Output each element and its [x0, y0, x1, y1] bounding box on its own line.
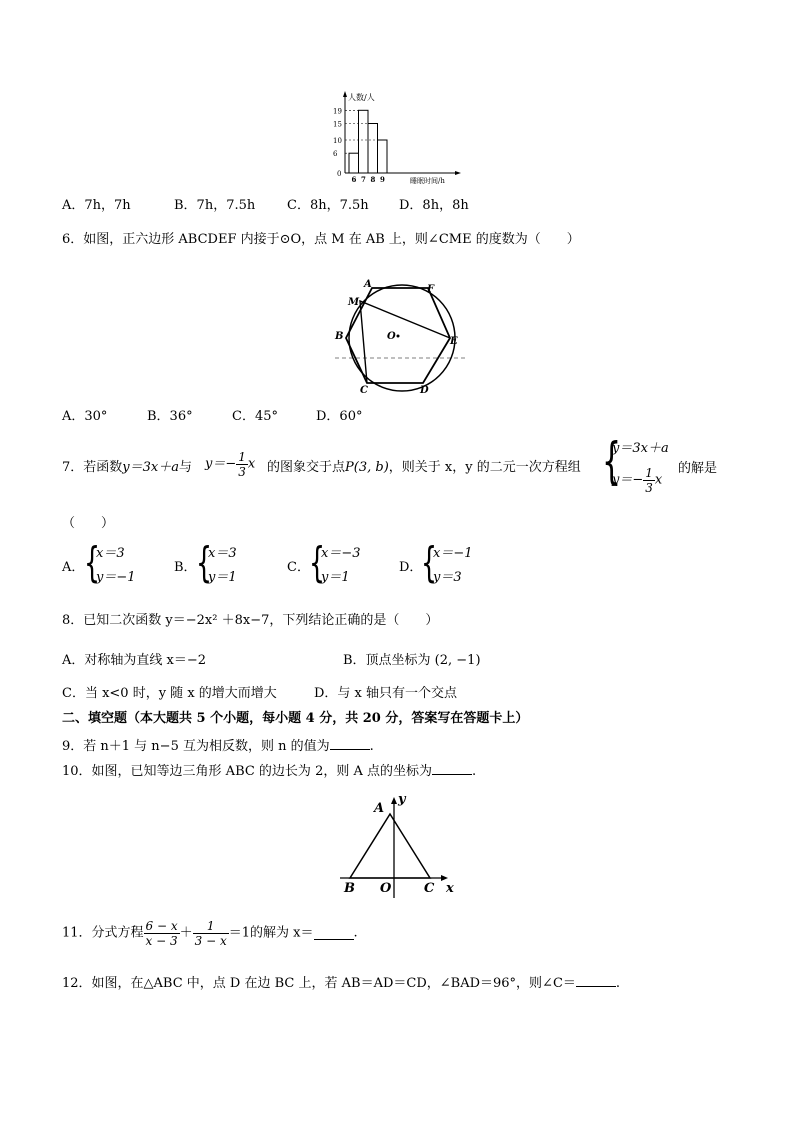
hex-label-b: B — [335, 331, 344, 342]
q6-option-a: A．30° — [62, 409, 108, 424]
q7-option-d-letter: D． — [399, 560, 423, 575]
q7-option-b-letter: B． — [174, 560, 197, 575]
q7-answer-paren: （ ） — [62, 516, 115, 531]
q5-option-d: D．8h，8h — [399, 198, 469, 213]
q10-text: 10．如图，已知等边三角形 ABC 的边长为 2，则 A 点的坐标为 . — [62, 764, 477, 779]
histogram-y-tick: 15 — [333, 120, 342, 129]
q10-triangle-figure — [338, 788, 462, 903]
histogram-x-tick: 7 — [361, 175, 366, 184]
q11-text: 11．分式方程 $\frac{6 - x}{x - 3}$ ＋ $\frac{1}{3 - x}$ ＝1的解为 x＝ . — [62, 919, 358, 948]
q5-option-c: C．8h，7.5h — [287, 198, 369, 213]
q11-answer-blank — [314, 927, 354, 940]
q7-option-d-line2: y＝3 — [433, 570, 462, 585]
q6-hexagon-figure — [330, 275, 470, 397]
q7-eq2: y＝− $\frac{1}{3}$ x — [205, 450, 256, 479]
histogram-bar — [349, 153, 359, 173]
histogram-y-tick: 6 — [333, 150, 338, 159]
q7-stem: 7．若函数y＝3x＋a与 — [62, 460, 192, 475]
sleep-histogram — [330, 88, 465, 188]
histogram-y-tick: 19 — [333, 107, 342, 116]
q7-option-c-letter: C． — [287, 560, 310, 575]
hex-label-e: E — [450, 336, 458, 347]
histogram-y-tick: 10 — [333, 137, 342, 145]
tri-label-o: O — [380, 881, 392, 896]
hex-label-o: O — [387, 331, 396, 342]
hex-label-f: F — [427, 284, 435, 295]
q7-option-d-brace: { — [421, 538, 438, 587]
q7-system-line1: y＝3x＋a — [612, 441, 669, 456]
histogram-x-tick: 6 — [351, 175, 357, 184]
q7-stem-d: 的解是 — [678, 461, 718, 476]
q8-stem: 8．已知二次函数 y＝−2x² ＋8x−7，下列结论正确的是（ ） — [62, 613, 439, 628]
q7-option-b-brace: { — [196, 538, 213, 587]
tri-label-c: C — [424, 881, 435, 896]
histogram-bar — [378, 140, 388, 173]
tri-label-a: A — [374, 801, 385, 816]
hex-label-a: A — [364, 279, 372, 290]
hex-label-c: C — [360, 385, 368, 396]
histogram-bar — [368, 124, 378, 174]
tri-label-b: B — [344, 881, 355, 896]
q8-option-c: C．当 x<0 时，y 随 x 的增大而增大 — [62, 686, 277, 701]
q8-option-a: A．对称轴为直线 x＝−2 — [62, 653, 207, 668]
histogram-y-label: 人数/人 — [348, 93, 375, 102]
q10-answer-blank — [432, 762, 472, 775]
q6-stem: 6．如图，正六边形 ABCDEF 内接于⊙O，点 M 在 AB 上，则∠CME 的度数为（ ） — [62, 232, 580, 247]
q7-option-c-brace: { — [309, 538, 326, 587]
histogram-x-tick: 8 — [370, 175, 376, 184]
q7-option-a-brace: { — [84, 538, 101, 587]
q9-text: 9．若 n＋1 与 n−5 互为相反数，则 n 的值为 . — [62, 739, 374, 754]
q6-option-d: D．60° — [316, 409, 363, 424]
q7-option-d-line1: x＝−1 — [433, 546, 473, 561]
q12-answer-blank — [576, 974, 616, 987]
histogram-origin: 0 — [337, 170, 342, 178]
q6-option-b: B．36° — [147, 409, 193, 424]
q5-option-a: A．7h，7h — [62, 198, 131, 213]
section-heading-fill-blank: 二、填空题（本大题共 5 个小题，每小题 4 分，共 20 分，答案写在答题卡上） — [62, 711, 529, 726]
q12-text: 12．如图，在△ABC 中，点 D 在边 BC 上，若 AB＝AD＝CD，∠BAD＝96°，则∠C＝ . — [62, 976, 621, 991]
hex-label-d: D — [420, 385, 429, 396]
hex-label-m: M — [348, 297, 360, 308]
tri-label-x: x — [446, 881, 454, 896]
q7-system-line2: y＝− $\frac{1}{3}$ x — [612, 466, 663, 495]
q7-option-c-line1: x＝−3 — [321, 546, 361, 561]
q7-system-brace: { — [602, 432, 622, 490]
histogram-x-label: 睡眠时间/h — [410, 177, 445, 185]
q7-option-b-line2: y＝1 — [208, 570, 237, 585]
q9-answer-blank — [330, 737, 370, 750]
q7-option-a-line1: x＝3 — [96, 546, 125, 561]
tri-label-y: y — [398, 792, 406, 807]
histogram-x-tick: 9 — [380, 175, 385, 184]
q7-option-b-line1: x＝3 — [208, 546, 237, 561]
q8-option-b: B．顶点坐标为 (2, −1) — [343, 653, 481, 668]
histogram-bar — [359, 110, 369, 173]
q7-option-a-letter: A． — [62, 560, 85, 575]
q7-option-a-line2: y＝−1 — [96, 570, 136, 585]
q7-stem-b: 的图象交于点P(3, b)，则关于 x，y 的二元一次方程组 — [267, 460, 581, 475]
q6-option-c: C．45° — [232, 409, 278, 424]
q7-option-c-line2: y＝1 — [321, 570, 350, 585]
q5-option-b: B．7h，7.5h — [174, 198, 256, 213]
q8-option-d: D．与 x 轴只有一个交点 — [314, 686, 458, 701]
